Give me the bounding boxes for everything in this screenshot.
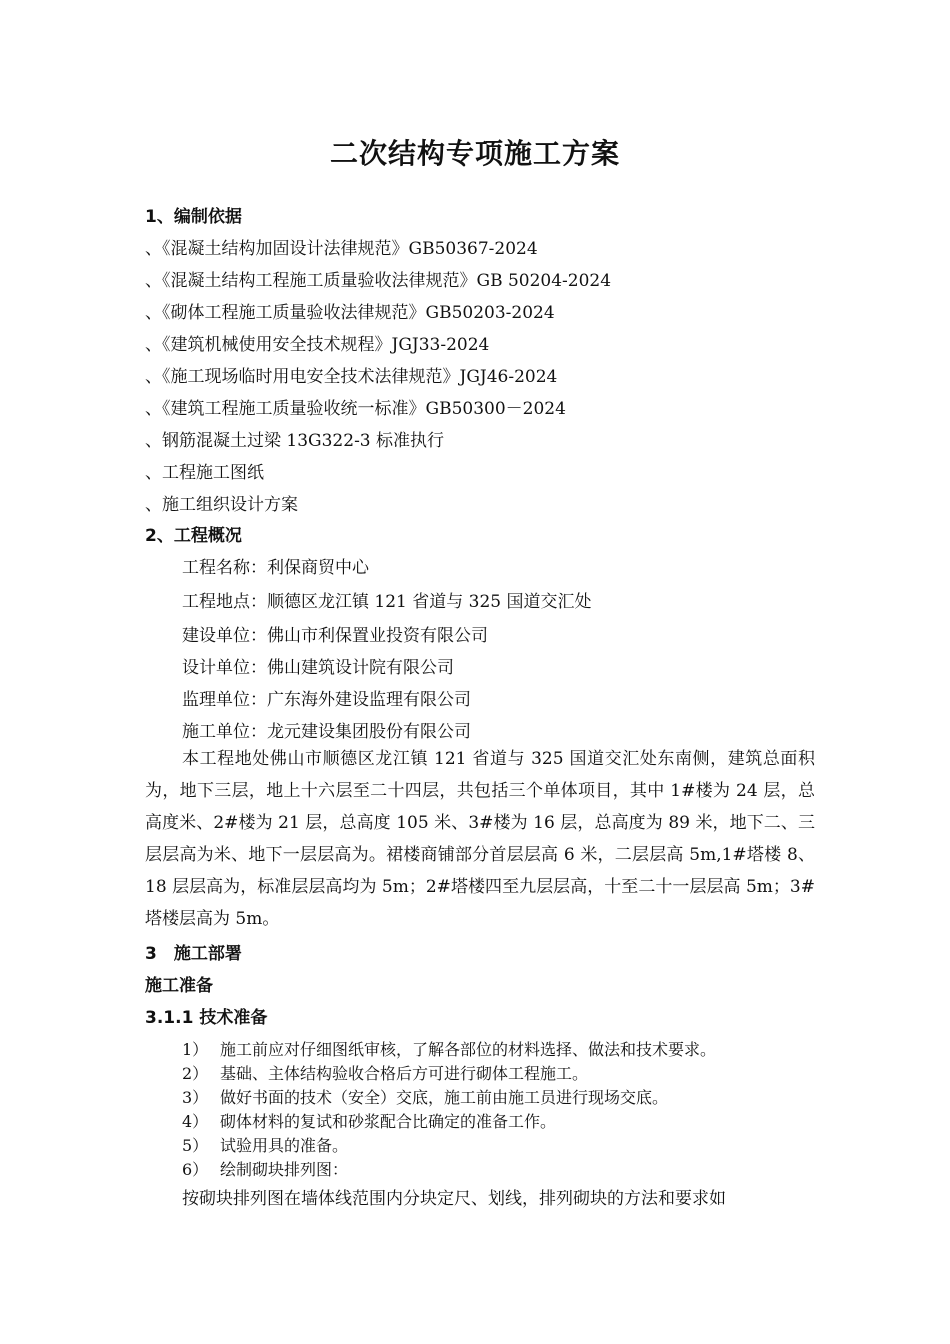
- section-heading-basis: 1、编制依据: [145, 207, 242, 227]
- document-title: 二次结构专项施工方案: [329, 137, 620, 170]
- project-location: 工程地点：顺德区龙江镇 121 省道与 325 国道交汇处: [182, 592, 592, 612]
- basis-item: 、《混凝土结构加固设计法律规范》GB50367-2024: [145, 239, 538, 259]
- project-contractor: 施工单位：龙元建设集团股份有限公司: [182, 722, 471, 742]
- project-designer: 设计单位：佛山建筑设计院有限公司: [182, 658, 454, 678]
- section-heading-overview: 2、工程概况: [145, 526, 242, 546]
- list-item: 3） 做好书面的技术（安全）交底，施工前由施工员进行现场交底。: [182, 1088, 669, 1107]
- basis-item: 、《砌体工程施工质量验收法律规范》GB50203-2024: [145, 303, 555, 323]
- section-heading-deployment: 3 施工部署: [145, 944, 242, 964]
- basis-item: 、《建筑工程施工质量验收统一标准》GB50300－2024: [145, 399, 566, 419]
- list-item: 6） 绘制砌块排列图：: [182, 1160, 349, 1179]
- project-owner: 建设单位：佛山市利保置业投资有限公司: [182, 626, 488, 646]
- overview-paragraph: 本工程地处佛山市顺德区龙江镇 121 省道与 325 国道交汇处东南侧，建筑总面积为，地下三层，地上十六层至二十四层，共包括三个单体项目，其中 1#楼为 24 层，总高度米、2#楼为 21 层，总高度 105 米、3#楼为 16 层，总高度为 89 米，地下二、三层层高为米、地下一层层高为。裙楼商铺部分首层层高 6 米，二层层高 5m,1#塔楼 8、18 层层高为，标准层层高均为 5m；2#塔楼四至九层层高，十至二十一层层高 5m；3#塔楼层高为 5m。: [145, 749, 815, 929]
- subsection-heading-preparation: 施工准备: [145, 976, 213, 996]
- list-item: 1） 施工前应对仔细图纸审核，了解各部位的材料选择、做法和技术要求。: [182, 1040, 717, 1059]
- basis-item: 、《混凝土结构工程施工质量验收法律规范》GB 50204-2024: [145, 271, 612, 291]
- basis-item: 、钢筋混凝土过梁 13G322-3 标准执行: [145, 431, 445, 451]
- list-item: 5） 试验用具的准备。: [182, 1136, 349, 1155]
- list-item: 2） 基础、主体结构验收合格后方可进行砌体工程施工。: [182, 1064, 589, 1083]
- subsection-heading-technical: 3.1.1 技术准备: [145, 1008, 268, 1028]
- project-supervisor: 监理单位：广东海外建设监理有限公司: [182, 690, 471, 710]
- list-item: 4） 砌体材料的复试和砂浆配合比确定的准备工作。: [182, 1112, 557, 1131]
- basis-item: 、《施工现场临时用电安全技术法律规范》JGJ46-2024: [145, 367, 558, 387]
- basis-item: 、工程施工图纸: [145, 463, 264, 483]
- continuation-line: 按砌块排列图在墙体线范围内分块定尺、划线，排列砌块的方法和要求如: [182, 1189, 726, 1209]
- basis-item: 、施工组织设计方案: [145, 495, 298, 515]
- basis-item: 、《建筑机械使用安全技术规程》JGJ33-2024: [145, 335, 490, 355]
- project-name: 工程名称：利保商贸中心: [182, 558, 369, 578]
